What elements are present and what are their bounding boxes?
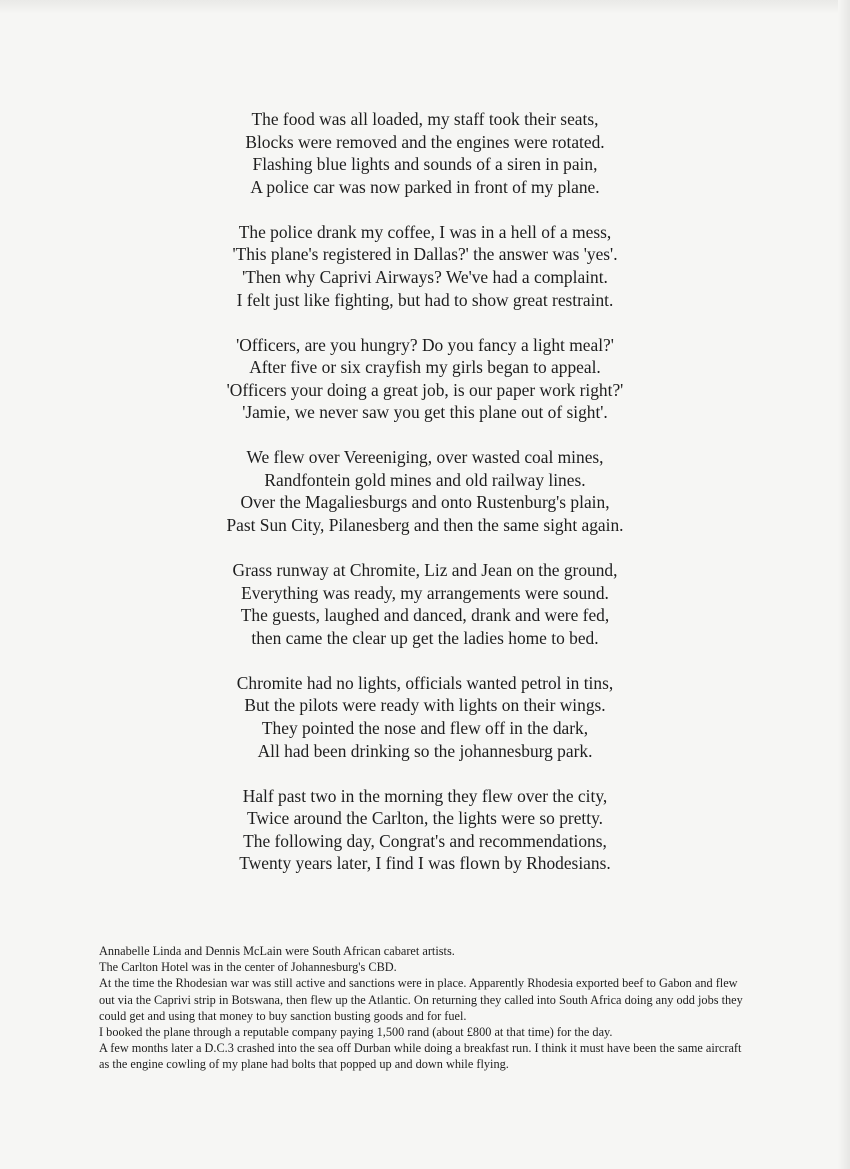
footnotes — [99, 943, 754, 1073]
poem-line: Everything was ready, my arrangements were sound. — [241, 582, 609, 603]
poem-line: Twenty years later, I find I was flown by Rhodesians. — [239, 853, 611, 874]
poem-line: The food was all loaded, my staff took their seats, — [251, 109, 599, 129]
poem-line: 'Officers your doing a great job, is our paper work right?' — [226, 379, 624, 400]
poem-line: The police drank my coffee, I was in a hell of a mess, — [238, 221, 612, 242]
poem-line: Past Sun City, Pilanesberg and then the same sight again. — [226, 515, 624, 536]
poem-line: Blocks were removed and the engines were rotated. — [245, 131, 605, 152]
poem-line: 'Officers, are you hungry? Do you fancy a light meal?' — [236, 334, 614, 355]
footnote: The Carlton Hotel was in the center of Johannesburg's CBD. — [99, 960, 397, 975]
scan-edge-right — [838, 0, 850, 1169]
poem-line: Randfontein gold mines and old railway lines. — [264, 469, 586, 490]
poem-line: Twice around the Carlton, the lights were so pretty. — [247, 808, 603, 829]
scan-edge-top — [0, 0, 850, 14]
poem-stanza-4 — [100, 446, 750, 536]
footnote: Annabelle Linda and Dennis McLain were South African cabaret artists. — [99, 944, 455, 958]
poem-line: All had been drinking so the johannesburg park. — [257, 740, 593, 761]
poem-line: Half past two in the morning they flew over the city, — [242, 785, 608, 806]
poem-line: The guests, laughed and danced, drank and were fed, — [240, 605, 610, 626]
poem-line: then came the clear up get the ladies home to bed. — [251, 627, 599, 648]
poem-stanza-7 — [100, 785, 750, 875]
footnote: I booked the plane through a reputable company paying 1,500 rand (about £800 at that time) for the day. — [99, 1025, 613, 1040]
poem-stanza-3 — [100, 334, 750, 424]
poem-line: Flashing blue lights and sounds of a siren in pain, — [252, 154, 598, 175]
poem-stanza-6 — [100, 672, 750, 762]
poem-line: 'This plane's registered in Dallas?' the answer was 'yes'. — [232, 244, 618, 265]
poem-line: But the pilots were ready with lights on their wings. — [244, 695, 606, 716]
poem-line: After five or six crayfish my girls began to appeal. — [249, 357, 601, 378]
poem-line: We flew over Vereeniging, over wasted coal mines, — [246, 447, 604, 468]
poem-line: The following day, Congrat's and recommendations, — [243, 830, 607, 851]
footnote: At the time the Rhodesian war was still active and sanctions were in place. Apparently Rhodesia exported beef to Gabon and flew out via the Caprivi strip in Botswana, then flew up the Atlantic. On returning they called into South Africa doing any odd jobs they could get and using that money to buy sanction busting goods and for fuel. — [99, 976, 743, 1023]
footnote: A few months later a D.C.3 crashed into the sea off Durban while doing a breakfast run. I think it must have been the same aircraft as the engine cowling of my plane had bolts that popped up and down while flying. — [99, 1041, 742, 1072]
poem-line: They pointed the nose and flew off in the dark, — [261, 718, 589, 739]
poem — [100, 108, 750, 875]
poem-stanza-5 — [100, 559, 750, 649]
poem-line: A police car was now parked in front of my plane. — [250, 176, 600, 197]
poem-stanza-1 — [100, 108, 750, 198]
poem-line: Grass runway at Chromite, Liz and Jean on the ground, — [232, 560, 618, 581]
poem-line: Chromite had no lights, officials wanted petrol in tins, — [236, 672, 614, 693]
poem-line: 'Jamie, we never saw you get this plane out of sight'. — [242, 402, 608, 423]
poem-line: I felt just like fighting, but had to show great restraint. — [236, 289, 614, 310]
poem-line: Over the Magaliesburgs and onto Rustenburg's plain, — [240, 492, 610, 513]
poem-line: 'Then why Caprivi Airways? We've had a complaint. — [242, 266, 608, 287]
poem-stanza-2 — [100, 221, 750, 311]
